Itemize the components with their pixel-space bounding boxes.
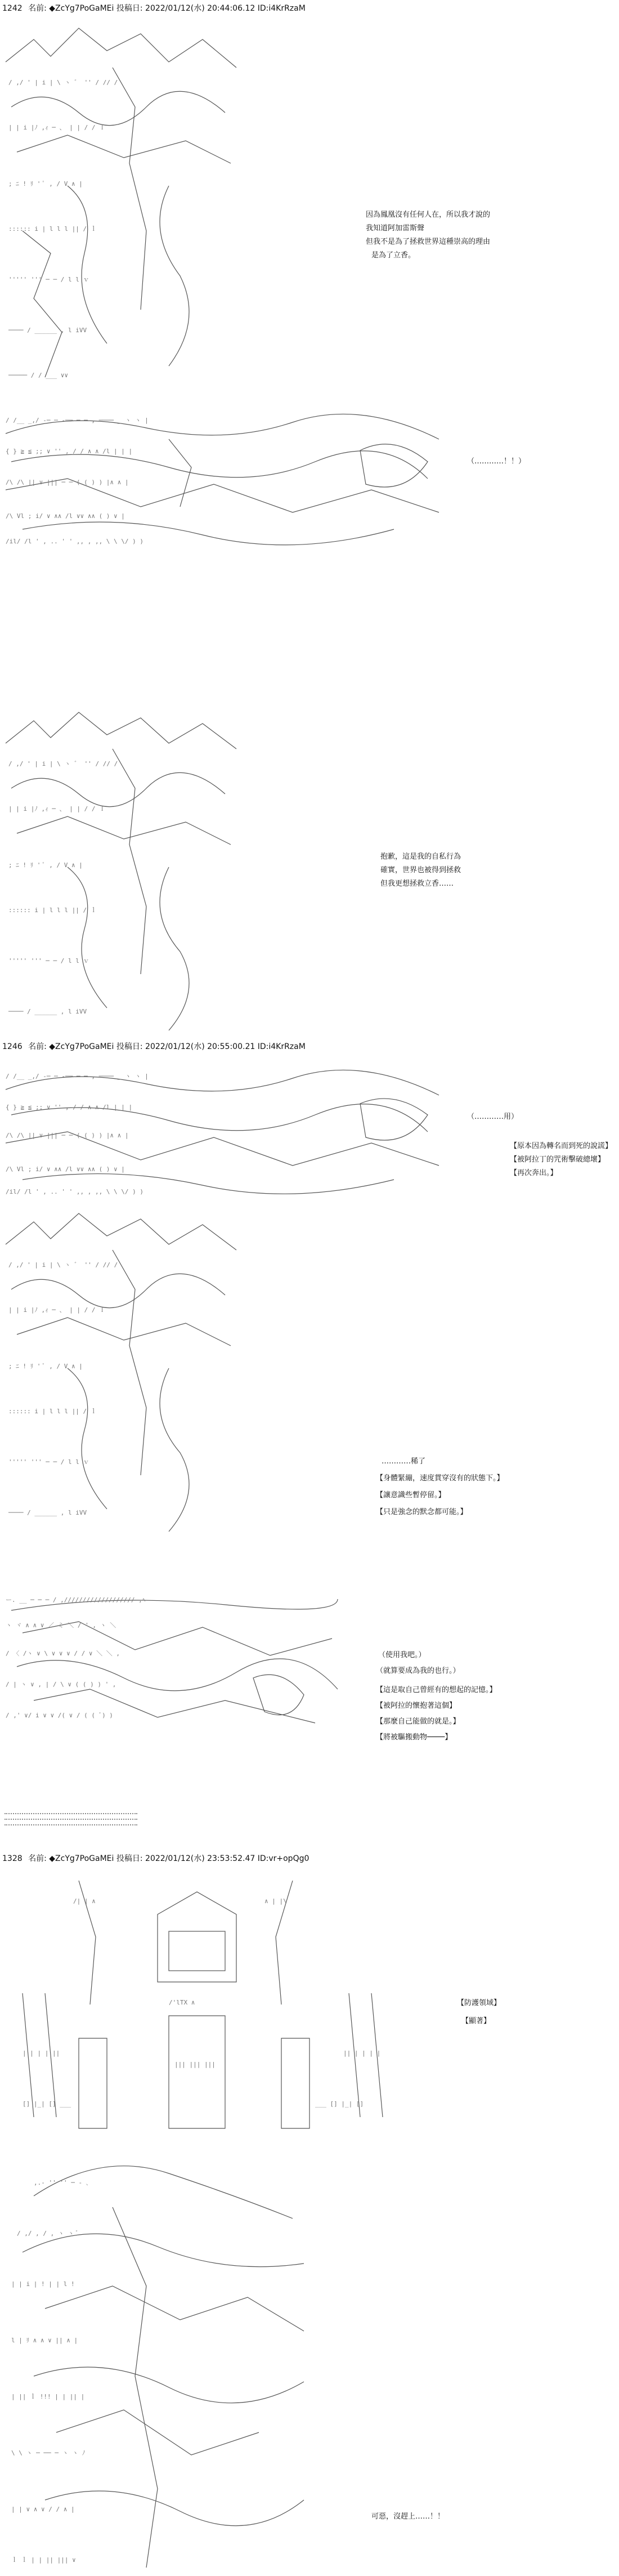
post-number: 1242: [2, 4, 23, 13]
svg-text:──── / ______ , l iVV: ──── / ______ , l iVV: [8, 327, 87, 334]
post-id: ID:vr+opQg0: [257, 1854, 310, 1863]
ascii-art-figure-2: [0, 400, 445, 552]
svg-text:/il/ /l ' , .. ' ' ,, , ,, \: /il/ /l ' , .. ' ' ,, , ,, \ \ \/ ) ): [6, 538, 144, 545]
svg-text:| | i |ﾉ ,ｨ ─ 、 | | / / ｌ: | | i |ﾉ ,ｨ ─ 、 | | / / ｌ: [8, 1306, 106, 1314]
dialogue-line: 【只是強念的默念都可能。】: [376, 1508, 468, 1516]
svg-text:| | i |ﾉ ,ｨ ─ 、 | | / / ｌ: | | i |ﾉ ,ｨ ─ 、 | | / / ｌ: [8, 124, 106, 131]
svg-text:{ } ≧ ≦ ;; ∨ '' , / / ∧ ∧ /: { } ≧ ≦ ;; ∨ '' , / / ∧ ∧ /l | | |: [6, 1104, 133, 1111]
post-id: ID:i4KrRzaM: [257, 4, 306, 13]
dialogue-line: 【這是取自己曾經有的想起的記憶。】: [376, 1686, 497, 1694]
dialogue-line: 是為了立香。: [371, 251, 416, 260]
post-header-1246: [2, 1041, 306, 1052]
dialogue-line: 【再次奔出。】: [510, 1169, 558, 1177]
dialogue-block-3: [380, 850, 461, 891]
post-name-label: 名前:: [28, 1042, 47, 1051]
dialogue-block-8: [457, 1997, 501, 2028]
svg-text:/ | ヽ ∨ , | / \ ∨ ( ( ): / | ヽ ∨ , | / \ ∨ ( ( ) ) ' ,: [6, 1681, 116, 1688]
post-date: 2022/01/12(水) 20:44:06.12: [145, 4, 255, 13]
ascii-art-figure-5: [0, 1205, 242, 1543]
svg-text:/\ Vl ; i/ ∨ ∧∧ /l ∨∨ ∧∧: /\ Vl ; i/ ∨ ∧∧ /l ∨∨ ∧∧ ( ) ∨ |: [6, 1166, 125, 1173]
separator-line: [5, 1824, 137, 1825]
dialogue-line: 但我不是為了拯救世界這種崇高的理由: [366, 238, 491, 246]
svg-text:| | | | ||: | | | | ||: [23, 2050, 60, 2057]
dialogue-block-9: [371, 2510, 445, 2524]
post-header-1242: [2, 2, 306, 14]
svg-text:| | i |ﾉ ,ｨ ─ 、 | | / / ｌ: | | i |ﾉ ,ｨ ─ 、 | | / / ｌ: [8, 805, 106, 812]
ascii-art-figure-3: [0, 704, 242, 1042]
post-name-label: 名前:: [28, 4, 47, 13]
post-number: 1328: [2, 1854, 23, 1863]
svg-text::::::: i | l l l || / ｌ: :::::: i | l l l || / ｌ: [8, 225, 97, 233]
dialogue-block-2: [467, 455, 526, 468]
dialogue-line: 【將被驅搬動物────】: [376, 1733, 452, 1742]
svg-text:/| | ∧: /| | ∧: [73, 1898, 96, 1905]
svg-text:/\ /\ || ∨ ||| ─ ─ ( ( ): /\ /\ || ∨ ||| ─ ─ ( ( ) ) |∧ ∧ |: [6, 1132, 129, 1139]
svg-text::::::: i | l l l || / ｌ: :::::: i | l l l || / ｌ: [8, 1408, 97, 1415]
svg-text:||| ||| |||: ||| ||| |||: [174, 2061, 216, 2068]
dialogue-line: 抱歉，這是我的自私行為: [380, 852, 461, 861]
svg-text:ー. __ ─ ─ ─ / ,////////////: ー. __ ─ ─ ─ / ,/////////////////// ,ﾍ: [6, 1596, 146, 1604]
post-trip: ◆ZcYg7PoGaMEi: [49, 4, 114, 13]
svg-text:───── / / ___ ∨∨: ───── / / ___ ∨∨: [8, 372, 68, 379]
dialogue-line: 可惡，沒趕上……！！: [371, 2512, 445, 2521]
dialogue-line: （…………！！）: [467, 457, 526, 466]
dialogue-line: 【被阿拉的懷抱著這個】: [376, 1702, 457, 1710]
post-header-1328: [2, 1852, 309, 1864]
svg-text:l | ﾘ ∧ ∧ ∨ || ∧ |: l | ﾘ ∧ ∧ ∨ || ∧ |: [11, 2337, 78, 2344]
svg-text:|| | | | |: || | | | |: [343, 2050, 381, 2057]
dialogue-line: （…………用）: [467, 1113, 519, 1121]
dialogue-block-5: [510, 1140, 612, 1180]
dialogue-line: 但我更想拯救立香……: [380, 879, 454, 888]
dialogue-block-4: [467, 1110, 518, 1124]
svg-text:ｌ ｌ | | || ||| ∨: ｌ ｌ | | || ||| ∨: [11, 2556, 76, 2564]
ascii-art-figure-7: [0, 1869, 394, 2134]
separator-line: [5, 1819, 137, 1820]
svg-text:∧ | |\: ∧ | |\: [264, 1898, 287, 1905]
svg-text:| | i | ! | | l !: | | i | ! | | l !: [11, 2280, 75, 2288]
svg-text:''''' ''' ─ ─ / l l ｖ: ''''' ''' ─ ─ / l l ｖ: [8, 957, 89, 965]
svg-text:/ ,/ ' | i | \ ヽ ゛ '' / //: / ,/ ' | i | \ ヽ ゛ '' / // /: [8, 79, 118, 86]
svg-text:''''' ''' ─ ─ / l l ｖ: ''''' ''' ─ ─ / l l ｖ: [8, 276, 89, 283]
dialogue-line: 【被阿拉丁的咒術擊破總壞】: [510, 1155, 605, 1164]
svg-text:| || ｌ !!! | | || |: | || ｌ !!! | | || |: [11, 2393, 85, 2400]
ascii-art-figure-6: [0, 1588, 349, 1740]
dialogue-line: 【讓意識些暫停留。】: [376, 1491, 446, 1499]
svg-text:/\ Vl ; i/ ∨ ∧∧ /l ∨∨ ∧∧: /\ Vl ; i/ ∨ ∧∧ /l ∨∨ ∧∧ ( ) ∨ |: [6, 512, 125, 520]
post-name-label: 名前:: [28, 1854, 47, 1863]
svg-text:──── / ______ , l iVV: ──── / ______ , l iVV: [8, 1008, 87, 1015]
dialogue-line: （使用我吧。）: [378, 1651, 426, 1659]
post-date-label: 投稿日:: [116, 4, 143, 13]
svg-text:,.- '' '' ─ ‐ ､: ,.- '' '' ─ ‐ ､: [34, 2179, 89, 2186]
dialogue-line: 確實，世界也被得到拯救: [380, 866, 461, 874]
svg-text:ヽ ヾ ∧ ∧ ∨ ／ ミ ＼ / ' ,: ヽ ヾ ∧ ∧ ∨ ／ ミ ＼ / ' , ヽ ＼: [6, 1622, 116, 1629]
post-number: 1246: [2, 1042, 23, 1051]
svg-text:; ﾆ ! ﾘ ' ﾟ , / V ∧ |: ; ﾆ ! ﾘ ' ﾟ , / V ∧ |: [8, 1363, 83, 1370]
svg-text:/ 〈 /ヽ ∨ \ ∨ ∨ ∨ / / ∨ ＼ ＼: / 〈 /ヽ ∨ \ ∨ ∨ ∨ / / ∨ ＼ ＼ ,: [6, 1650, 120, 1657]
dialogue-block-1: [366, 208, 490, 262]
ascii-art-figure-4: [0, 1059, 445, 1199]
svg-text:; ﾆ ! ﾘ ' ﾟ , / V ∧ |: ; ﾆ ! ﾘ ' ﾟ , / V ∧ |: [8, 180, 83, 187]
svg-text:/ ,/ ' | i | \ ヽ ゛ '' / //: / ,/ ' | i | \ ヽ ゛ '' / // /: [8, 760, 118, 767]
svg-text:| | ∨ ∧ ∨ / / ∧ |: | | ∨ ∧ ∨ / / ∧ |: [11, 2506, 75, 2513]
post-date: 2022/01/12(水) 20:55:00.21: [145, 1042, 255, 1051]
svg-text:\ \ ヽ ─ ── ─ ヽ ヽ ﾉ: \ \ ヽ ─ ── ─ ヽ ヽ ﾉ: [11, 2449, 86, 2457]
svg-text:/ ,/ ' | i | \ ヽ ゛ '' / //: / ,/ ' | i | \ ヽ ゛ '' / // /: [8, 1261, 118, 1269]
separator-lines: [5, 1813, 137, 1836]
svg-text:/\ /\ || ∨ ||| ─ ─ ( ( ): /\ /\ || ∨ ||| ─ ─ ( ( ) ) |∧ ∧ |: [6, 479, 129, 486]
ascii-art-figure-8: [0, 2140, 315, 2573]
dialogue-line: 我知道阿加雷斯聲: [366, 224, 425, 233]
separator-line: [5, 1813, 137, 1814]
svg-text:/ /__ _,/ -─ ─ -──-─ ─-, ────: / /__ _,/ -─ ─ -──-─ ─-, ──── _ ヽ ヽ |: [6, 1073, 149, 1080]
dialogue-line: 【那麼自己能做的就是。】: [376, 1717, 460, 1726]
dialogue-line: 【顯著】: [461, 2017, 491, 2025]
dialogue-line: 因為鳳凰沒有任何人在，所以我才說的: [366, 211, 491, 219]
dialogue-line: 【原本因為轉名而到死的說謊】: [510, 1142, 613, 1150]
dialogue-line: （就算要成為我的也行。）: [376, 1667, 460, 1675]
svg-text:{ } ≧ ≦ ;; ∨ '' , / / ∧ ∧ /: { } ≧ ≦ ;; ∨ '' , / / ∧ ∧ /l | | |: [6, 448, 133, 455]
dialogue-block-7: [376, 1649, 497, 1744]
svg-text:/'lTX ∧: /'lTX ∧: [169, 1999, 195, 2006]
svg-text:''''' ''' ─ ─ / l l ｖ: ''''' ''' ─ ─ / l l ｖ: [8, 1458, 89, 1466]
post-trip: ◆ZcYg7PoGaMEi: [49, 1042, 114, 1051]
svg-text:___ [] |_| []: ___ [] |_| []: [315, 2100, 364, 2108]
svg-text:; ﾆ ! ﾘ ' ﾟ , / V ∧ |: ; ﾆ ! ﾘ ' ﾟ , / V ∧ |: [8, 861, 83, 869]
dialogue-line: 【身體緊繃，速度貫穿沒有的狀態下。】: [376, 1474, 504, 1483]
svg-text::::::: i | l l l || / ｌ: :::::: i | l l l || / ｌ: [8, 907, 97, 914]
dialogue-line: …………稀了: [382, 1457, 426, 1466]
dialogue-block-6: [376, 1455, 504, 1519]
svg-text:/il/ /l ' , .. ' ' ,, , ,, \: /il/ /l ' , .. ' ' ,, , ,, \ \ \/ ) ): [6, 1188, 144, 1195]
svg-text:/ ,/ , / , ヽ ヽ ﾞ: / ,/ , / , ヽ ヽ ﾞ: [17, 2230, 79, 2237]
post-id: ID:i4KrRzaM: [257, 1042, 306, 1051]
post-date: 2022/01/12(水) 23:53:52.47: [145, 1854, 255, 1863]
svg-text:/ /__ _,/ -─ ─ -──-─ ─-, ────: / /__ _,/ -─ ─ -──-─ ─-, ──── _ ヽ ヽ |: [6, 417, 149, 424]
svg-text:──── / ______ , l iVV: ──── / ______ , l iVV: [8, 1509, 87, 1516]
svg-text:[] |_| [] ___: [] |_| [] ___: [23, 2100, 71, 2108]
post-trip: ◆ZcYg7PoGaMEi: [49, 1854, 114, 1863]
post-date-label: 投稿日:: [116, 1854, 143, 1863]
dialogue-line: 【防護領域】: [457, 1999, 501, 2007]
svg-text:/ ,' ∨/ i ∨ ∨ /( ∨ / (: / ,' ∨/ i ∨ ∨ /( ∨ / ( ( ﾞ) ): [6, 1712, 113, 1719]
post-date-label: 投稿日:: [116, 1042, 143, 1051]
ascii-art-figure-1: [0, 17, 242, 389]
